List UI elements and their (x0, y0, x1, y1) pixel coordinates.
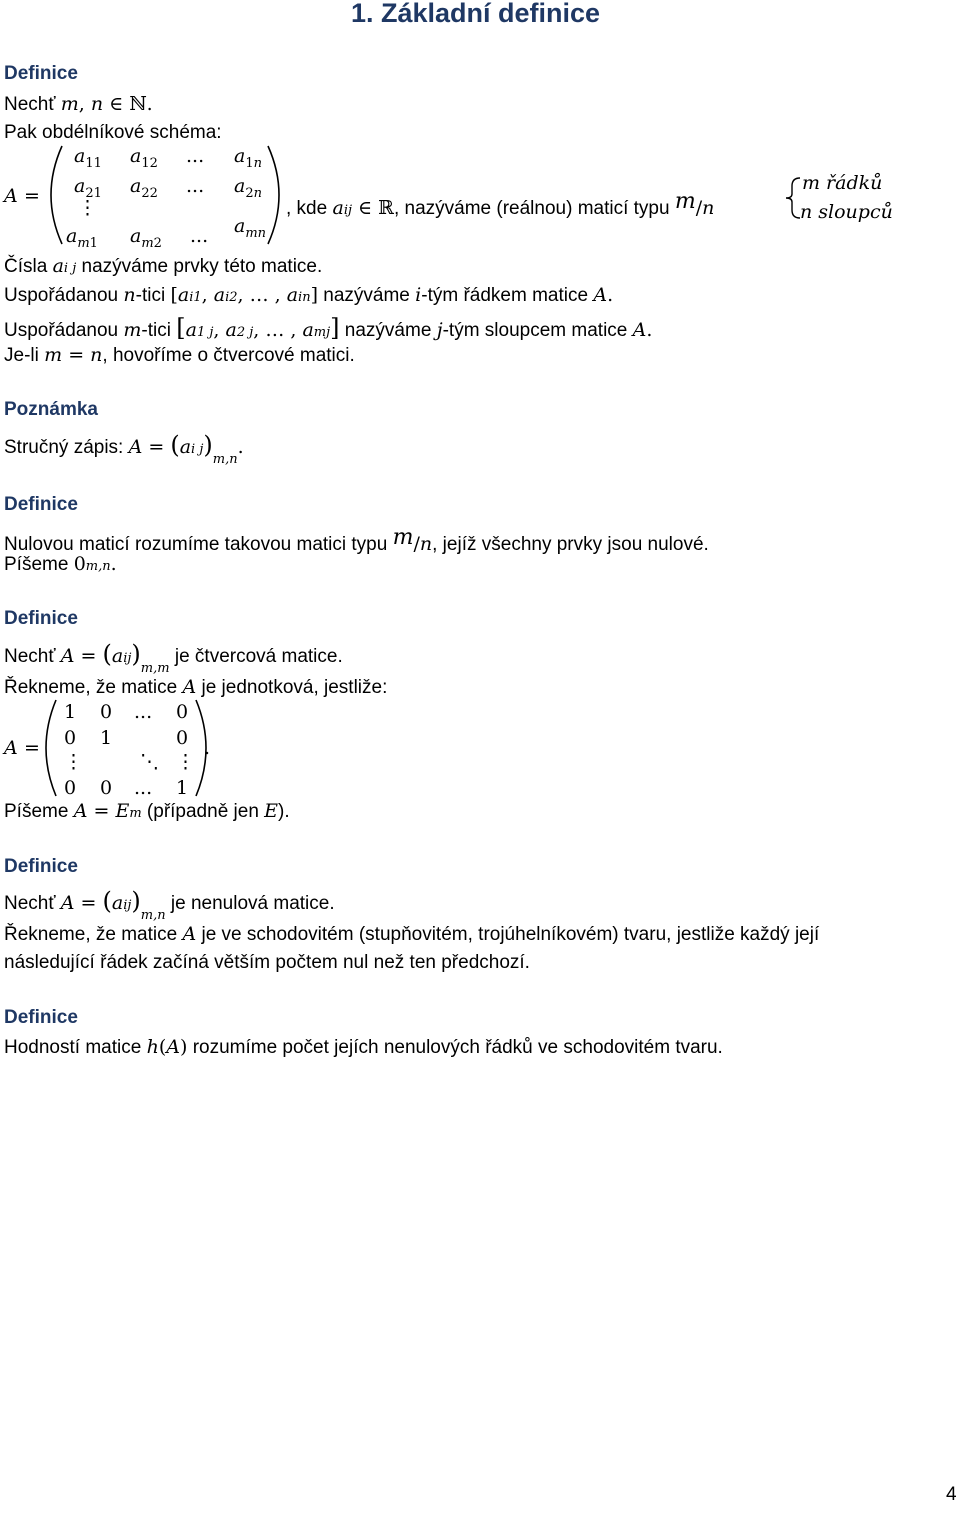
svg-text:⋮: ⋮ (64, 751, 83, 773)
page-number: 4 (946, 1484, 957, 1505)
cols-note: n sloupců (800, 201, 893, 223)
svg-text:a12: $a_{12}$ (130, 145, 158, 171)
math: m (60, 93, 79, 115)
svg-text:0: 0 (64, 727, 77, 749)
section-heading: Definice (4, 856, 78, 877)
svg-text:=: = (24, 737, 40, 759)
text-line: Stručný zápis: A = (ai $j)_{m,n}$. (4, 431, 244, 467)
text-line: Pak obdélníkové schéma: (4, 122, 222, 143)
text-line: Nechť $A = (aij)_{m,m}$ je čtvercová matice. (4, 640, 343, 676)
svg-text:...: ... (190, 225, 209, 247)
text-line: Čísla ai j nazýváme prvky této matice. (4, 255, 323, 277)
svg-text:1: 1 (100, 727, 113, 749)
identity-matrix (0, 696, 260, 800)
text-line: Nechť m, n ∈ ℕ. (4, 93, 153, 115)
svg-text:⋮: ⋮ (78, 197, 97, 219)
text-line: Píšeme 0m,n. (4, 553, 117, 575)
text-line: Nechť $A = (aij)_{m,n}$ je nenulová matice. (4, 887, 335, 923)
text-line: Uspořádanou m-tici [a1 j, a2 j, … , amj] nazýváme j-tým sloupcem matice A. (4, 314, 653, 342)
text-line: Nulovou maticí rozumíme takovou matici typu m/n, jejíž všechny prvky jsou nulové. (4, 525, 709, 555)
svg-text:a22: $a_{22}$ (130, 175, 158, 201)
text-line: , kde aij ∈ ℝ, nazýváme (reálnou) maticí typu m/n (286, 189, 715, 219)
text-line: Řekneme, že matice A je jednotková, jestliže: (4, 676, 388, 698)
svg-text:.: . (204, 737, 211, 759)
svg-text:...: ... (134, 701, 153, 723)
svg-text:a21: $a_{21}$ (74, 175, 102, 201)
section-heading: Definice (4, 1007, 78, 1028)
svg-text:0: 0 (100, 777, 113, 799)
svg-text:0: 0 (176, 727, 189, 749)
section-heading: Poznámka (4, 399, 98, 420)
svg-text:0: 0 (64, 777, 77, 799)
svg-text:1: 1 (176, 777, 189, 799)
svg-text:a2n: $a_2n$ (234, 175, 262, 201)
page-title: 1. Základní definice (351, 0, 601, 28)
svg-text:amn: $a_{mn}$ (234, 215, 267, 241)
rows-note: m řádků (802, 172, 883, 194)
svg-text:am2: $a_m2$ (130, 225, 162, 250)
text-line: následující řádek začíná větším počtem nul než ten předchozí. (4, 952, 530, 973)
text-line: Píšeme A = Em (případně jen E). (4, 800, 290, 822)
text-line: Řekneme, že matice A je ve schodovitém (stupňovitém, trojúhelníkovém) tvaru, jestliže každý její (4, 923, 820, 945)
section-heading: Definice (4, 63, 78, 84)
svg-text:am1: $a_m1$ (66, 225, 98, 250)
text-line: Je-li m = n, hovoříme o čtvercové matici. (4, 344, 355, 366)
svg-text:A: A (4, 185, 18, 207)
svg-text:a11: $a_{11}$ (74, 145, 102, 171)
svg-text:⋮: ⋮ (176, 751, 195, 773)
svg-text:A: A (4, 737, 18, 759)
text: Nechť (4, 94, 56, 115)
svg-text:=: = (24, 185, 40, 207)
svg-text:...: ... (134, 777, 153, 799)
svg-text:⋱: ⋱ (140, 751, 159, 773)
text-line: Uspořádanou n-tici [ai1, ai2, … , ain] nazýváme i-tým řádkem matice A. (4, 284, 614, 306)
svg-text:0: 0 (176, 701, 189, 723)
section-heading: Definice (4, 608, 78, 629)
svg-text:...: ... (186, 145, 205, 167)
svg-text:0: 0 (100, 701, 113, 723)
svg-text:1: 1 (64, 701, 77, 723)
svg-text:a1n: $a_1n$ (234, 145, 262, 171)
text-line: Hodností matice h(A) rozumíme počet jejích nenulových řádků ve schodovitém tvaru. (4, 1036, 723, 1058)
section-heading: Definice (4, 494, 78, 515)
svg-text:...: ... (186, 175, 205, 197)
